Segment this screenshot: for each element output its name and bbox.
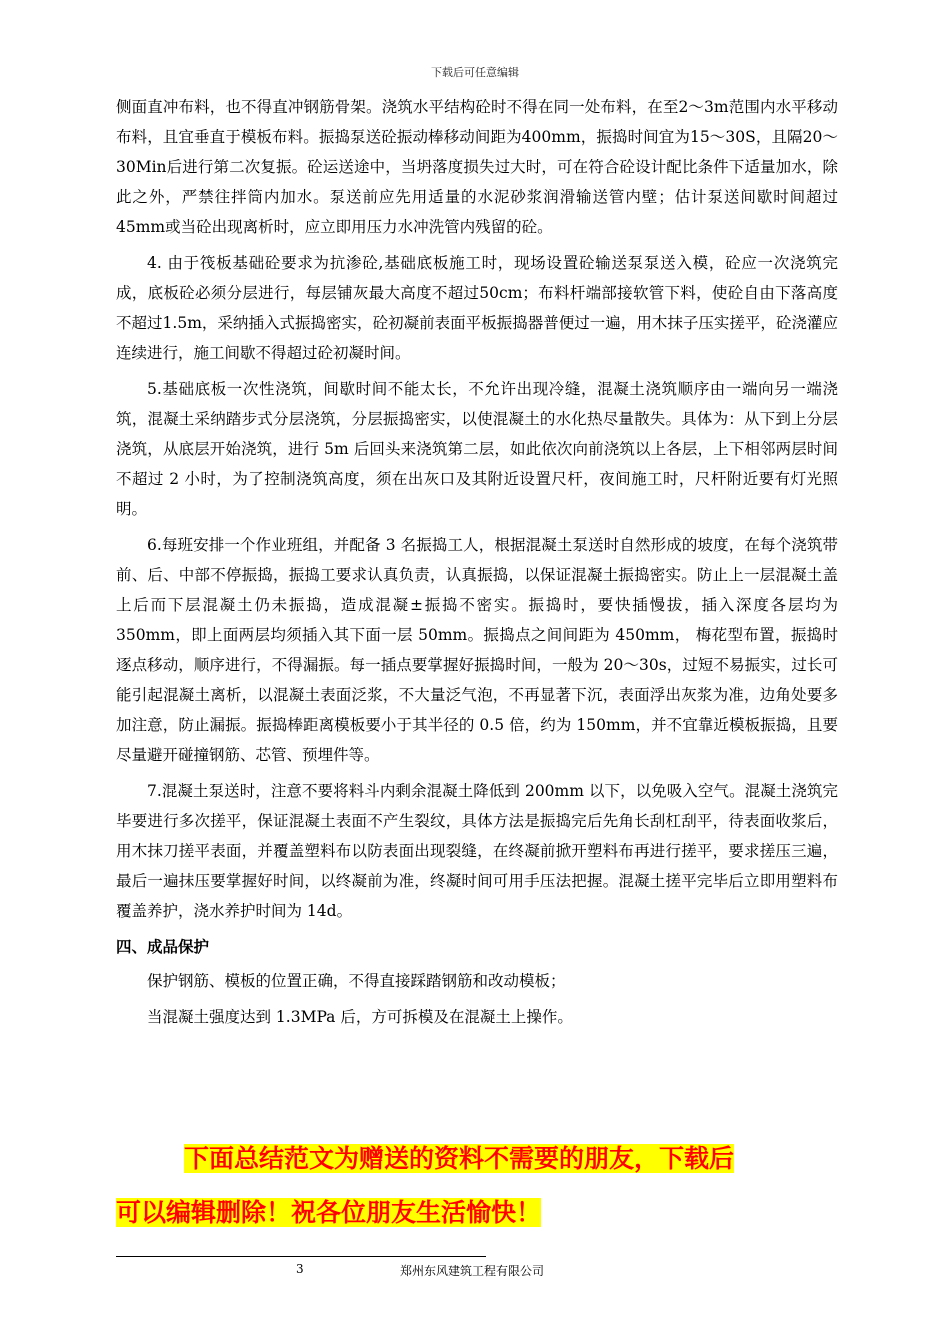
promo-line-1: 下面总结范文为赠送的资料不需要的朋友，下载后 (184, 1144, 735, 1173)
promo-notice (116, 1132, 856, 1240)
document-body (116, 92, 838, 1038)
paragraph-item-5: 5.基础底板一次性浇筑，间歇时间不能太长，不允许出现冷缝，混凝土浇筑顺序由一端向另一端浇筑，混凝土采纳踏步式分层浇筑，分层振捣密实，以使混凝土的水化热尽量散失。具体为：从下到上分层浇筑，从底层开始浇筑，进行 5m 后回头来浇筑第二层，如此依次向前浇筑以上各层，上下相邻两层时间不超过 2 小时，为了控制浇筑高度，须在出灰口及其附近设置尺杆，夜间施工时，尺杆附近要有灯光照明。 (116, 380, 838, 518)
section-item: 保护钢筋、模板的位置正确，不得直接踩踏钢筋和改动模板； (147, 972, 566, 990)
paragraph-item-4: 4. 由于筏板基础砼要求为抗渗砼,基础底板施工时，现场设置砼输送泵泵送入模，砼应一次浇筑完成，底板砼必须分层进行，每层铺灰最大高度不超过50cm；布料杆端部接软管下料，使砼自由下落高度不超过1.5m，采纳插入式振捣密实，砼初凝前表面平板振捣器普便过一遍，用木抹子压实搓平，砼浇灌应连续进行，施工间歇不得超过砼初凝时间。 (116, 254, 838, 362)
page-number: 3 (296, 1262, 304, 1276)
footer-divider (116, 1256, 486, 1257)
section-item: 当混凝土强度达到 1.3MPa 后，方可拆模及在混凝土上操作。 (147, 1008, 573, 1026)
paragraph-item-6: 6.每班安排一个作业班组，并配备 3 名振捣工人，根据混凝土泵送时自然形成的坡度，在每个浇筑带前、后、中部不停振捣，振捣工要求认真负责，认真振捣，以保证混凝土振捣密实。防止上一层混凝土盖上后而下层混凝土仍未振捣，造成混凝±振捣不密实。振捣时，要快插慢拔，插入深度各层均为 350mm，即上面两层均须插入其下面一层 50mm。振捣点之间间距为 450mm， 梅花型布置，振捣时逐点移动，顺序进行，不得漏振。每一插点要掌握好振捣时间，一般为 20～30s，过短不易振实，过长可能引起混凝土离析，以混凝土表面泛浆，不大量泛气泡，不再显著下沉，表面浮出灰浆为准，边角处要多加注意，防止漏振。振捣棒距离模板要小于其半径的 0.5 倍，约为 150mm，并不宜靠近模板振捣，且要尽量避开碰撞钢筋、芯管、预埋件等。 (116, 536, 838, 764)
company-name: 郑州东风建筑工程有限公司 (400, 1264, 545, 1278)
paragraph-item-7: 7.混凝土泵送时，注意不要将料斗内剩余混凝土降低到 200mm 以下，以免吸入空气。混凝土浇筑完毕要进行多次搓平，保证混凝土表面不产生裂纹，具体方法是振捣完后先角长刮杠刮平，待表面收浆后，用木抹刀搓平表面，并覆盖塑料布以防表面出现裂缝，在终凝前掀开塑料布再进行搓平，要求搓压三遍，最后一遍抹压要掌握好时间，以终凝前为准，终凝时间可用手压法把握。混凝土搓平完毕后立即用塑料布覆盖养护，浇水养护时间为 14d。 (116, 782, 838, 920)
promo-line-2: 可以编辑删除！祝各位朋友生活愉快！ (116, 1198, 542, 1227)
paragraph-continuation: 侧面直冲布料，也不得直冲钢筋骨架。浇筑水平结构砼时不得在同一处布料，在至2～3m范围内水平移动布料，且宜垂直于模板布料。振捣泵送砼振动棒移动间距为400mm，振捣时间宜为15～30S，且隔20～30Min后进行第二次复振。砼运送途中，当坍落度损失过大时，可在符合砼设计配比条件下适量加水，除此之外，严禁往拌筒内加水。泵送前应先用适量的水泥砂浆润滑输送管内壁；估计泵送间歇时间超过45mm或当砼出现离析时，应立即用压力水冲洗管内残留的砼。 (116, 98, 838, 236)
section-title: 四、成品保护 (116, 938, 210, 956)
page-header: 下载后可任意编辑 (431, 66, 519, 79)
